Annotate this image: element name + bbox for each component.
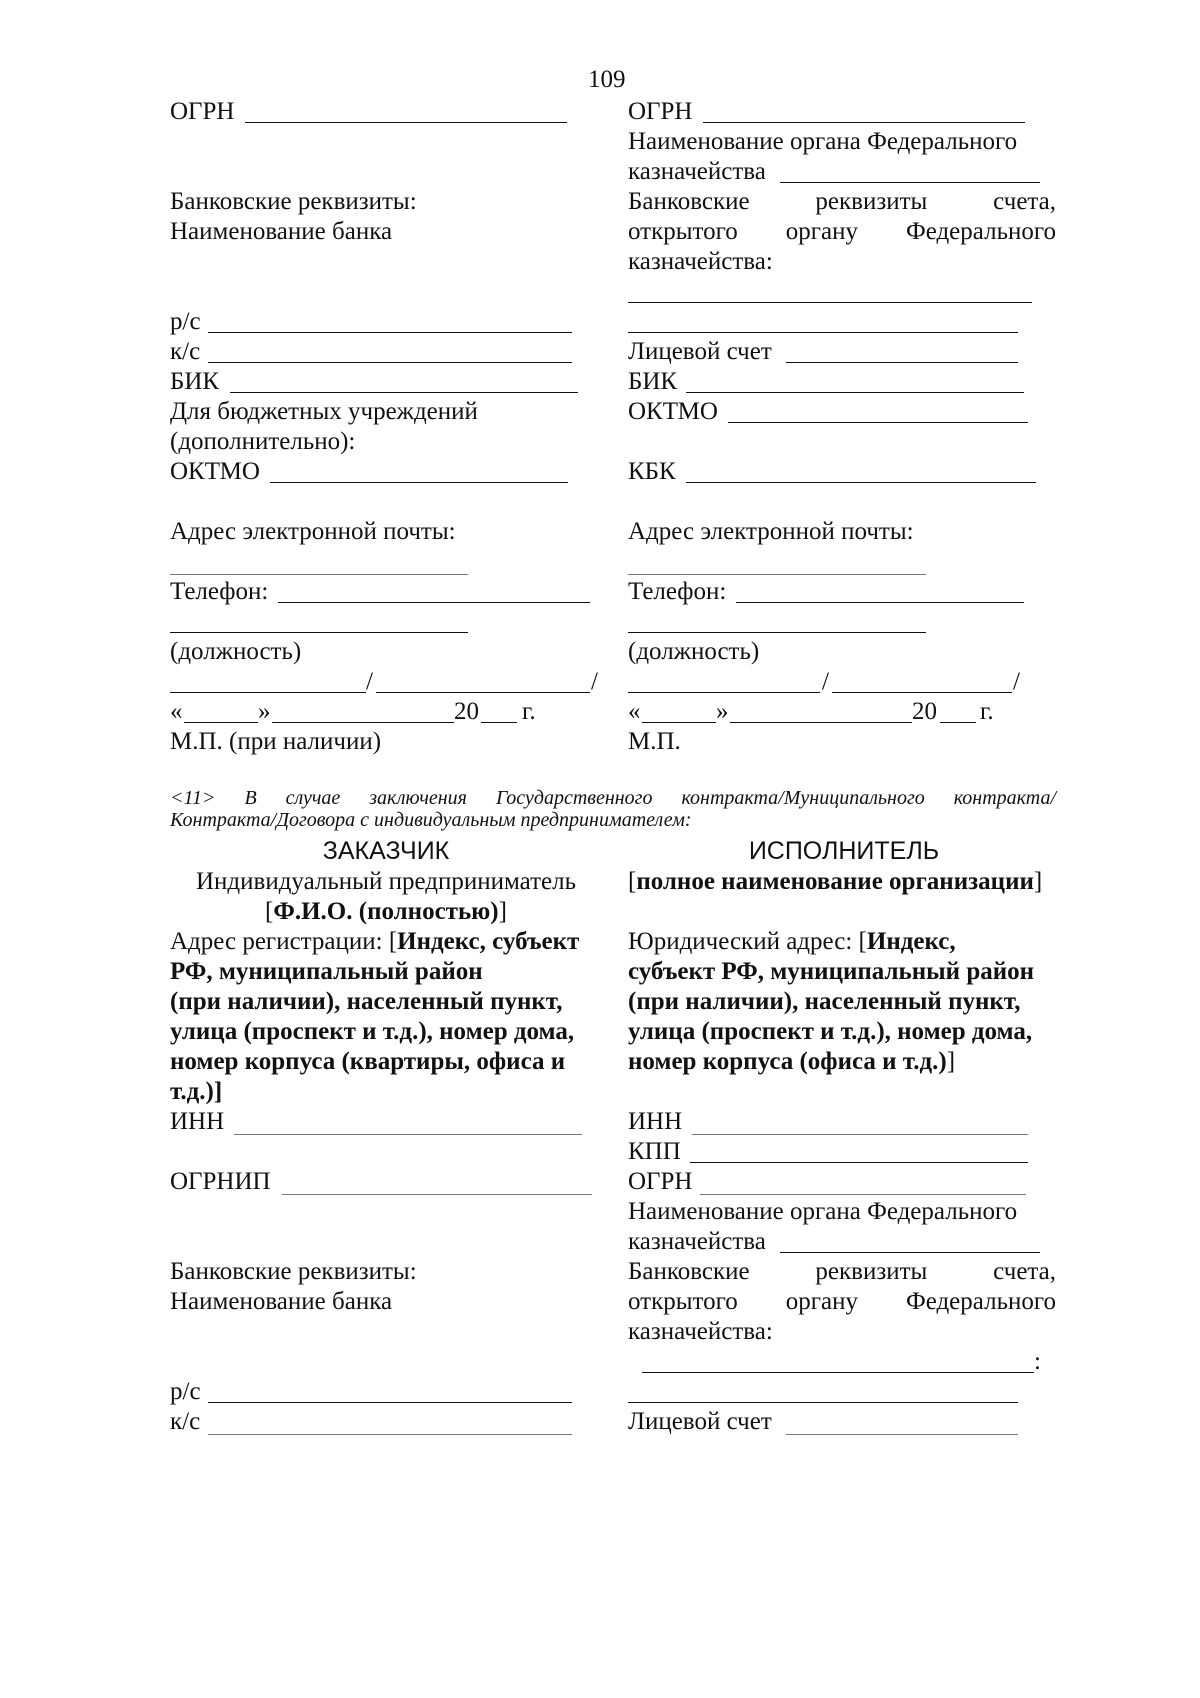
signature-field[interactable] [170,692,366,693]
account-field-1[interactable] [628,302,1032,303]
ogrnip-field[interactable] [282,1194,592,1195]
acc-word-6: Федерального [905,218,1056,245]
acc-word-1: Банковские [628,188,750,215]
kbk-field[interactable] [686,482,1036,483]
legal-address-4: улица (проспект и т.д.), номер дома, [628,1018,1033,1045]
phone-field-right[interactable] [736,602,1024,603]
ogrn-label-bottom: ОГРН [628,1168,693,1195]
email-label-right: Адрес электронной почты: [628,518,914,545]
signature-name-field[interactable] [376,692,590,693]
ks-label-bottom: к/с [170,1408,201,1435]
account-field-bottom-2[interactable] [628,1402,1018,1403]
bik-label: БИК [170,368,220,395]
customer-heading: ЗАКАЗЧИК [322,837,450,865]
account-details-bottom-line1 [628,1256,1056,1287]
bik-field-right[interactable] [686,392,1024,393]
contractor-heading: ИСПОЛНИТЕЛЬ [748,837,940,865]
inn-field[interactable] [234,1134,582,1135]
date-month-field-right[interactable] [730,722,912,723]
ogrnip-label: ОГРНИП [170,1168,271,1195]
signature-slash-end-right: / [1013,668,1020,695]
date-year-field[interactable] [481,722,517,723]
fio-placeholder: Ф.И.О. (полностью) [273,898,499,925]
legal-address-close: ] [946,1048,956,1075]
personal-account-label-bottom: Лицевой счет [628,1408,772,1435]
bank-name-label: Наименование банка [170,218,393,245]
inn-field-right[interactable] [692,1134,1028,1135]
budget-note-line1: Для бюджетных учреждений [170,398,478,425]
rs-label: р/с [170,308,201,335]
account-colon: : [1034,1348,1041,1375]
reg-address-4: улица (проспект и т.д.), номер дома, [170,1018,575,1045]
oktmo-field-right[interactable] [728,422,1028,423]
acc-word-4: открытого [628,218,738,245]
treasury-label-line2: казначейства [628,158,766,185]
ogrn-field-right[interactable] [703,122,1025,123]
page-number: 109 [588,66,626,93]
account-field-bottom-1[interactable] [642,1372,1034,1373]
legal-address-2: субъект РФ, муниципальный район [628,958,1035,985]
treasury-label-line1: Наименование органа Федерального [628,128,1018,155]
acc-bottom-word-1: Банковские [628,1258,750,1285]
reg-address-6: т.д.)] [170,1078,223,1105]
bik-label-right: БИК [628,368,678,395]
position-field-right[interactable] [628,632,926,633]
bank-details-label-bottom: Банковские реквизиты: [170,1258,417,1285]
signature-slash: / [366,668,373,695]
acc-bottom-word-6: Федерального [905,1288,1056,1315]
bank-name-label-bottom: Наименование банка [170,1288,393,1315]
date-year-prefix-right: 20 [912,698,937,725]
account-details-bottom-line3: казначейства: [628,1318,773,1345]
reg-address-label: Адрес регистрации: [ [170,928,398,955]
position-field[interactable] [170,632,468,633]
date-day-field[interactable] [184,722,258,723]
ogrn-field-bottom[interactable] [700,1194,1026,1195]
bik-field[interactable] [230,392,578,393]
legal-address-line5 [628,1046,955,1077]
stamp-label-right: М.П. [628,728,681,755]
signature-slash-end: / [591,668,598,695]
org-open: [ [628,868,637,895]
acc-word-5: органу [785,218,858,245]
account-details-line1 [628,186,1056,217]
rs-field[interactable] [208,332,572,333]
signature-slash-right: / [822,668,829,695]
signature-field-right[interactable] [628,692,820,693]
personal-account-field-bottom[interactable] [786,1434,1018,1435]
kpp-field[interactable] [690,1162,1028,1163]
ip-label: Индивидуальный предприниматель [196,868,576,895]
treasury-label-bottom-line2: казначейства [628,1228,766,1255]
reg-address-line1 [170,926,579,957]
account-field-2[interactable] [628,332,1018,333]
reg-address-1: Индекс, субъект [397,928,580,955]
ogrn-label: ОГРН [170,98,235,125]
email-field[interactable] [170,574,468,575]
stamp-label: М.П. (при наличии) [170,728,382,755]
reg-address-2: РФ, муниципальный район [170,958,483,985]
reg-address-3: (при наличии), населенный пункт, [170,988,563,1015]
legal-address-line1 [628,926,956,957]
treasury-field[interactable] [780,182,1040,183]
date-year-suffix-right: г. [980,698,994,725]
legal-address-5: номер корпуса (офиса и т.д.) [628,1048,947,1075]
account-details-line3: казначейства: [628,248,773,275]
rs-field-bottom[interactable] [208,1402,572,1403]
date-year-prefix: 20 [454,698,479,725]
position-label-right: (должность) [628,638,760,665]
footnote-line1: <11> В случае заключения Государственного контракта/Муниципального контракта/ [170,787,1056,809]
acc-word-3: счета, [993,188,1056,215]
org-name-line [628,866,1042,897]
phone-label: Телефон: [170,578,269,605]
oktmo-label: ОКТМО [170,458,260,485]
treasury-field-bottom[interactable] [780,1252,1040,1253]
position-label: (должность) [170,638,302,665]
email-field-right[interactable] [628,574,926,575]
budget-note-line2: (дополнительно): [170,428,356,455]
email-label: Адрес электронной почты: [170,518,456,545]
acc-bottom-word-3: счета, [993,1258,1056,1285]
acc-word-2: реквизиты [815,188,928,215]
personal-account-label: Лицевой счет [628,338,772,365]
footnote-line2: Контракта/Договора с индивидуальным предпринимателем: [170,809,692,831]
kbk-label: КБК [628,458,676,485]
date-year-suffix: г. [522,698,536,725]
org-name-placeholder: полное наименование организации [636,868,1034,895]
reg-address-5: номер корпуса (квартиры, офиса и [170,1048,566,1075]
ogrn-label-right: ОГРН [628,98,693,125]
inn-label-right: ИНН [628,1108,683,1135]
ogrn-field[interactable] [245,122,567,123]
org-close: ] [1033,868,1043,895]
date-day-field-right[interactable] [642,722,716,723]
legal-address-label: Юридический адрес: [ [628,928,867,955]
date-quote-open-right: « [628,698,641,725]
date-quote-open: « [170,698,183,725]
ks-label: к/с [170,338,201,365]
fio-open: [ [265,898,274,925]
bank-details-label: Банковские реквизиты: [170,188,417,215]
rs-label-bottom: р/с [170,1378,201,1405]
phone-label-right: Телефон: [628,578,727,605]
phone-field[interactable] [278,602,590,603]
account-details-bottom-line2 [628,1286,1056,1317]
inn-label: ИНН [170,1108,225,1135]
oktmo-label-right: ОКТМО [628,398,718,425]
legal-address-1: Индекс, [866,928,956,955]
legal-address-3: (при наличии), населенный пункт, [628,988,1021,1015]
account-details-line2 [628,216,1056,247]
acc-bottom-word-4: открытого [628,1288,738,1315]
ks-field[interactable] [208,362,572,363]
treasury-label-bottom-line1: Наименование органа Федерального [628,1198,1018,1225]
oktmo-field[interactable] [270,482,568,483]
date-quote-close: » [258,698,271,725]
fio-close: ] [498,898,507,925]
ks-field-bottom[interactable] [208,1434,572,1435]
date-month-field[interactable] [272,722,454,723]
kpp-label: КПП [628,1138,681,1165]
signature-name-field-right[interactable] [832,692,1012,693]
date-year-field-right[interactable] [940,722,976,723]
personal-account-field[interactable] [786,362,1018,363]
acc-bottom-word-5: органу [785,1288,858,1315]
acc-bottom-word-2: реквизиты [815,1258,928,1285]
date-quote-close-right: » [716,698,729,725]
fio-line [170,896,602,927]
